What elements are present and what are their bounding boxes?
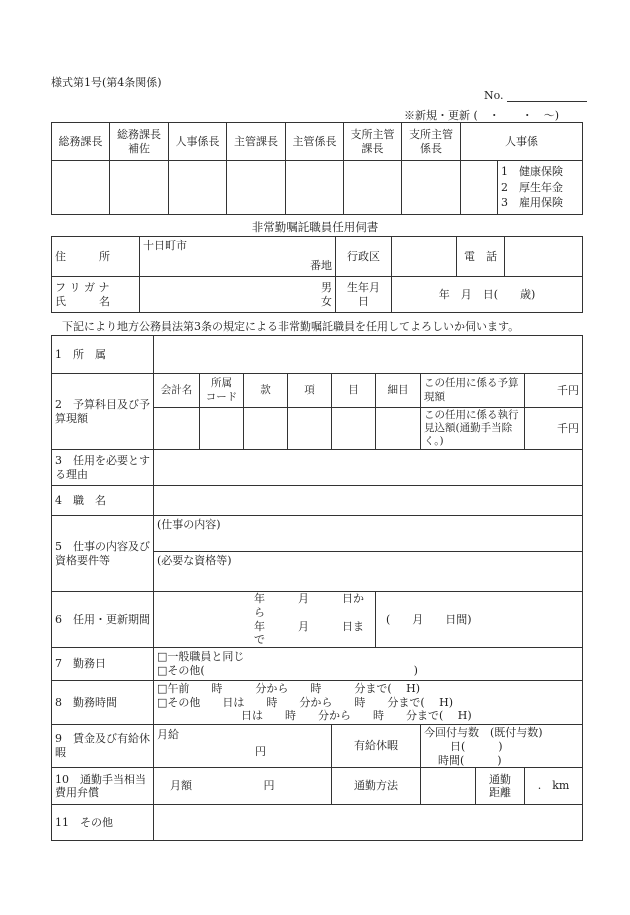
insurance-item: 2 厚生年金	[501, 180, 563, 194]
approval-header: 支所主管 係長	[402, 123, 461, 161]
other-field[interactable]	[154, 805, 583, 841]
budget-cell[interactable]	[154, 408, 200, 450]
phone-field[interactable]	[505, 237, 583, 277]
male-option[interactable]: 男	[321, 280, 332, 294]
work-content-label: (仕事の内容)	[157, 518, 221, 531]
budget-question: この任用に係る執行見込額(通勤手当除く。)	[421, 408, 525, 450]
budget-cell[interactable]	[200, 408, 244, 450]
approval-header: 総務課長	[52, 123, 110, 161]
approval-header: 主管課長	[227, 123, 286, 161]
salary-field[interactable]	[154, 725, 332, 768]
stamp-box[interactable]	[286, 161, 344, 215]
commute-split	[421, 768, 525, 805]
row-label: 6 任用・更新期間	[52, 592, 154, 648]
workday-field	[154, 648, 583, 681]
stamp-box[interactable]	[344, 161, 402, 215]
period-from: 年 月 日から	[254, 592, 364, 619]
document-number-label: No.	[484, 89, 504, 102]
form-code: 様式第1号(第4条関係)	[51, 76, 162, 89]
insurance-item: 1 健康保険	[501, 165, 563, 179]
workday-same-checkbox[interactable]: □一般職員と同じ	[157, 650, 245, 664]
job-title-field[interactable]	[154, 486, 583, 516]
row-label: 10 通勤手当相当費用弁償	[52, 768, 154, 805]
commute-method-label: 通勤方法	[332, 768, 421, 805]
intro-text: 下記により地方公務員法第3条の規定による非常勤嘱託職員を任用してよろしいか伺います。	[62, 320, 520, 333]
approval-header: 人事係	[461, 123, 583, 161]
stamp-box[interactable]	[461, 161, 498, 215]
budget-unit[interactable]: 千円	[525, 408, 583, 450]
address-value: 十日町市	[143, 239, 187, 252]
department-field[interactable]	[154, 336, 583, 374]
grant-label: 今回付与数 (既付与数)	[424, 726, 543, 739]
row-label: 4 職 名	[52, 486, 154, 516]
phone-label: 電 話	[457, 237, 505, 277]
stamp-box[interactable]	[227, 161, 286, 215]
hours-other-line[interactable]: 日は 時 分から 時 分まで( H)	[241, 709, 472, 723]
new-renew-indicator: ※新規・更新 ( ・ ・ ～)	[404, 109, 560, 122]
budget-header: 目	[332, 374, 376, 408]
commute-monthly-label: 月額	[170, 779, 192, 793]
stamp-box[interactable]	[52, 161, 110, 215]
name-labels	[52, 277, 140, 313]
row-label: 5 仕事の内容及び資格要件等	[52, 516, 154, 592]
hours-am-checkbox[interactable]: □午前 時 分から 時 分まで( H)	[157, 681, 421, 695]
period-to: 年 月 日まで	[254, 619, 364, 647]
commute-method-field[interactable]	[421, 768, 476, 804]
budget-header: 会計名	[154, 374, 200, 408]
document-number-field[interactable]	[507, 90, 587, 102]
hours-field	[154, 681, 583, 725]
main-table	[51, 335, 583, 841]
row-label: 8 勤務時間	[52, 681, 154, 725]
stamp-box[interactable]	[110, 161, 169, 215]
banchi-label: 番地	[310, 258, 332, 272]
commute-distance-label: 通勤 距離	[489, 772, 511, 800]
approval-table	[51, 122, 583, 215]
budget-header: 細目	[376, 374, 421, 408]
approval-header: 主管係長	[286, 123, 344, 161]
approval-header: 総務課長 補佐	[110, 123, 169, 161]
female-option[interactable]: 女	[321, 294, 332, 308]
paid-leave-label: 有給休暇	[332, 725, 421, 768]
row-label: 11 その他	[52, 805, 154, 841]
furigana-label: フ リ ガ ナ	[55, 280, 110, 294]
address-label: 住 所	[52, 237, 140, 277]
birth-field[interactable]: 年 月 日( 歳)	[392, 277, 583, 313]
grant-days: 日( )	[450, 739, 503, 753]
reason-field[interactable]	[154, 450, 583, 486]
document-title: 非常勤嘱託職員任用伺書	[251, 220, 379, 234]
stamp-box[interactable]	[169, 161, 227, 215]
row-label: 7 勤務日	[52, 648, 154, 681]
paid-leave-field[interactable]	[421, 725, 583, 768]
budget-header: 項	[288, 374, 332, 408]
approval-header: 人事係長	[169, 123, 227, 161]
budget-unit[interactable]: 千円	[525, 374, 583, 408]
commute-allowance-field[interactable]	[154, 768, 332, 805]
budget-cell[interactable]	[376, 408, 421, 450]
grant-hours: 時間( )	[438, 753, 502, 767]
hours-other-checkbox[interactable]: □その他 日は 時 分から 時 分まで( H)	[157, 695, 454, 709]
period-span[interactable]: ( 月 日間)	[376, 592, 583, 648]
address-field[interactable]	[140, 237, 336, 277]
budget-cell[interactable]	[244, 408, 288, 450]
insurance-list	[498, 161, 583, 215]
budget-header: 所属 コード	[200, 374, 244, 408]
ward-field[interactable]	[392, 237, 457, 277]
document-number	[484, 89, 587, 102]
budget-cell[interactable]	[332, 408, 376, 450]
commute-distance-field[interactable]: . km	[525, 768, 583, 805]
row-label: 1 所 属	[52, 336, 154, 374]
budget-question: この任用に係る予算現額	[421, 374, 525, 408]
person-table	[51, 236, 583, 313]
insurance-item: 3 雇用保険	[501, 196, 563, 210]
work-content-field[interactable]	[154, 516, 583, 552]
row-label: 3 任用を必要とする理由	[52, 450, 154, 486]
birth-label: 生年月 日	[336, 277, 392, 313]
approval-header: 支所主管 課長	[344, 123, 402, 161]
row-label: 2 予算科目及び予算現額	[52, 374, 154, 450]
name-label: 氏 名	[55, 294, 110, 308]
row-label: 9 賃金及び有給休暇	[52, 725, 154, 768]
monthly-salary-label: 月給	[157, 728, 179, 741]
ward-label: 行政区	[336, 237, 392, 277]
budget-header: 款	[244, 374, 288, 408]
qualification-field[interactable]	[154, 552, 583, 592]
salary-yen: 円	[255, 744, 266, 758]
budget-cell[interactable]	[288, 408, 332, 450]
commute-yen: 円	[263, 779, 275, 793]
stamp-box[interactable]	[402, 161, 461, 215]
name-field[interactable]	[140, 277, 336, 313]
qualification-label: (必要な資格等)	[157, 554, 232, 567]
period-field[interactable]	[154, 592, 376, 648]
workday-other-checkbox[interactable]: □その他( )	[157, 664, 418, 677]
